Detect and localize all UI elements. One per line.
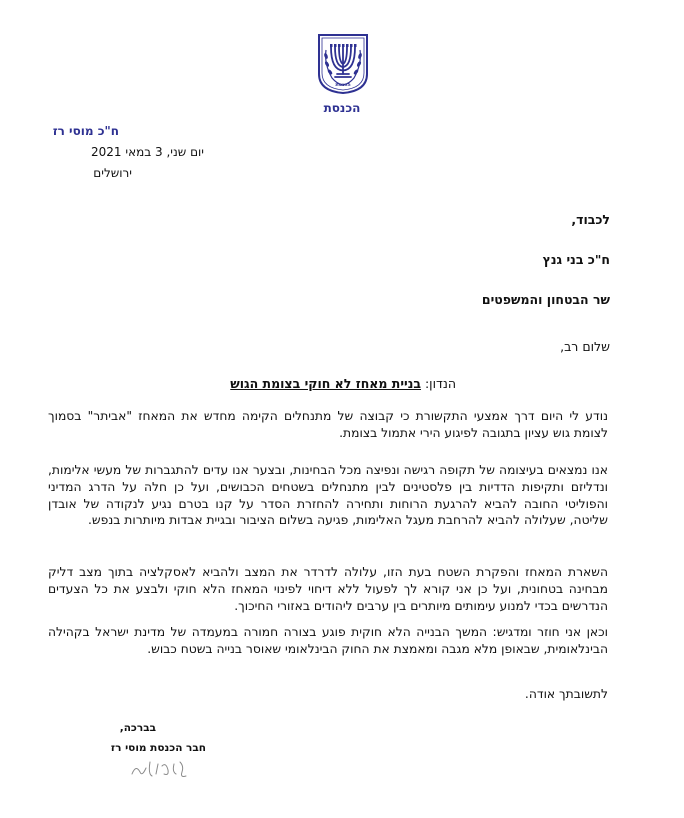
signature-closing: בברכה, bbox=[119, 722, 156, 734]
org-name: הכנסת bbox=[323, 101, 361, 115]
knesset-emblem bbox=[318, 34, 368, 94]
knesset-menorah-emblem-icon bbox=[318, 34, 368, 94]
paragraph: וכאן אני חוזר ומדגיש: המשך הבנייה הלא חוקית פוגע בצורה חמורה במעמדה של מדינת ישראל בקהילה הבינלאומית, שבאופן מלא מגבה ומאמצת את החוק הבינלאומי שאוסר בנייה בשטח כבוש. bbox=[48, 625, 608, 656]
handwritten-signature bbox=[128, 752, 192, 782]
subject-text: בניית מאחז לא חוקי בצומת הגוש bbox=[230, 376, 421, 391]
signature-signer: חבר הכנסת מוסי רז bbox=[110, 742, 206, 754]
greeting: שלום רב, bbox=[560, 339, 610, 354]
paragraph: נודע לי היום דרך אמצעי התקשורת כי קבוצה של מתנחלים הקימה מחדש את המאחז "אביתר" בסמוך לצומת גוש עציון בתגובה לפיגוע הירי אתמול בצומת. bbox=[48, 409, 608, 440]
sender-name: ח"כ מוסי רז bbox=[52, 124, 119, 138]
letter-city: ירושלים bbox=[93, 166, 132, 180]
addressee-honorific: לכבוד, bbox=[571, 212, 610, 227]
subject-prefix: הנדון: bbox=[424, 376, 456, 391]
paragraph: השארת המאחז והפקרת השטח בעת הזו, עלולה לדרדר את המצב ולהביא לאסקלציה בתוך מצב דליק מבחינה בטחונית, ועל כן אני קורא לך לפעול ללא דיחוי לפינוי המאחז הלא חוקי ולבצע את כל הצעדים הנדרשים בכדי למנוע עימותים מיותרים בין ערבים ליהודים באזורי החיכוך. bbox=[48, 565, 608, 613]
addressee-name: ח"כ בני גנץ bbox=[542, 252, 610, 267]
addressee-title: שר הבטחון והמשפטים bbox=[481, 292, 610, 307]
letter-date: יום שני, 3 במאי 2021 bbox=[91, 145, 204, 159]
paragraph: אנו נמצאים בעיצומה של תקופה רגישה ונפיצה מכל הבחינות, ובצער אנו עדים להתגברות של מעשי אלימות, ונדליזם ותקיפות הדדיות בין פלסטינים לבין מתנחלים בשטחים הכבושים, ועל כן חלה על הדרג המדיני והפוליטי החובה להביא להרגעת הרוחות ותחירה להחזרת הסדר על קנו בטרם נגיע לנקודה של אובדן שליטה, שעלולה להביא להרחבת מעגל האלימות, פגיעה בשלום הציבור ובגיית אבדות מיותרות בנפש. bbox=[48, 463, 608, 528]
emblem-caption: הכנסת bbox=[335, 82, 351, 88]
subject-line bbox=[230, 376, 456, 391]
paragraph: לתשובתך אודה. bbox=[524, 687, 608, 701]
